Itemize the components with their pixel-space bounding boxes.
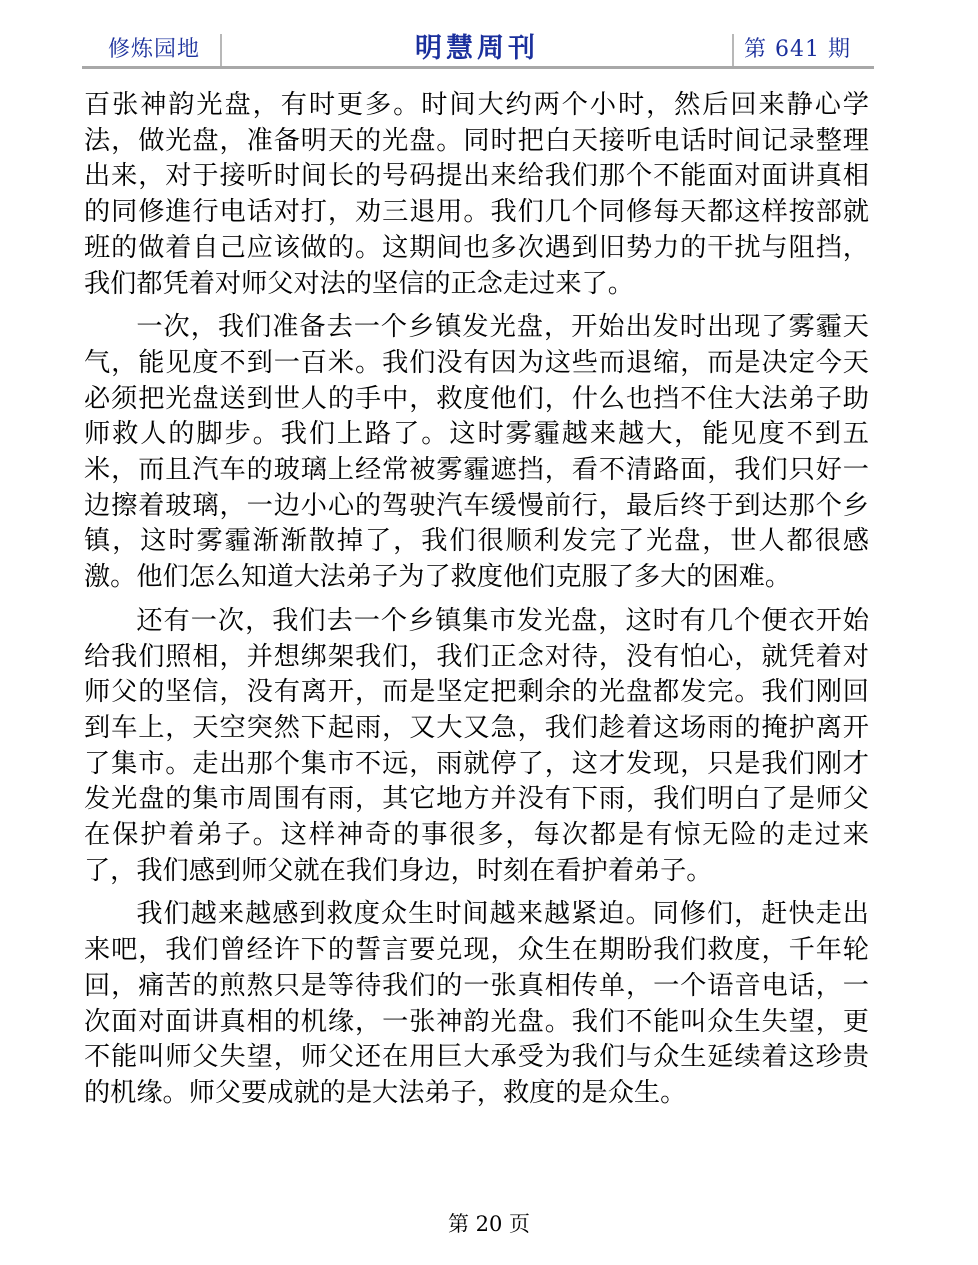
section-title: 修炼园地 — [108, 37, 201, 62]
article-body — [84, 88, 869, 1120]
paragraph: 一次，我们准备去一个乡镇发光盘，开始出发时出现了雾霾天气，能见度不到一百米。我们没有因为这些而退缩，而是决定今天必须把光盘送到世人的手中，救度他们，什么也挡不住大法弟子助师救人的脚步。我们上路了。这时雾霾越来越大，能见度不到五米，而且汽车的玻璃上经常被雾霾遮挡，看不清路面，我们只好一边擦着玻璃，一边小心的驾驶汽车缓慢前行，最后终于到达那个乡镇，这时雾霾渐渐散掉了，我们很顺利发完了光盘，世人都很感激。他们怎么知道大法弟子为了救度他们克服了多大的困难。 — [84, 312, 869, 593]
paragraph: 还有一次，我们去一个乡镇集市发光盘，这时有几个便衣开始给我们照相，并想绑架我们，我们正念对待，没有怕心，就凭着对师父的坚信，没有离开，而是坚定把剩余的光盘都发完。我们刚回到车上，天空突然下起雨，又大又急，我们趁着这场雨的掩护离开了集市。走出那个集市不远，雨就停了，这才发现，只是我们刚才发光盘的集市周围有雨，其它地方并没有下雨，我们明白了是师父在保护着弟子。这样神奇的事很多，每次都是有惊无险的走过来了，我们感到师父就在我们身边，时刻在看护着弟子。 — [84, 605, 869, 886]
issue-number: 第 641 期 — [744, 37, 851, 62]
header-divider-right — [732, 34, 734, 66]
page-number: 第 20 页 — [447, 1212, 531, 1236]
paragraph: 百张神韵光盘，有时更多。时间大约两个小时，然后回来静心学法，做光盘，准备明天的光盘。同时把白天接听电话时间记录整理出来，对于接听时间长的号码提出来给我们那个不能面对面讲真相的同修進行电话对打，劝三退用。我们几个同修每天都这样按部就班的做着自己应该做的。这期间也多次遇到旧势力的干扰与阻挡，我们都凭着对师父对法的坚信的正念走过来了。 — [84, 90, 869, 299]
page-header — [82, 26, 872, 66]
publication-title: 明慧周刊 — [415, 33, 539, 64]
header-rule — [82, 66, 874, 69]
paragraph: 我们越来越感到救度众生时间越来越紧迫。同修们，赶快走出来吧，我们曾经许下的誓言要兑现，众生在期盼我们救度，千年轮回，痛苦的煎熬只是等待我们的一张真相传单，一个语音电话，一次面对面讲真相的机缘，一张神韵光盘。我们不能叫众生失望，更不能叫师父失望，师父还在用巨大承受为我们与众生延续着这珍贵的机缘。师父要成就的是大法弟子，救度的是众生。 — [84, 899, 869, 1108]
